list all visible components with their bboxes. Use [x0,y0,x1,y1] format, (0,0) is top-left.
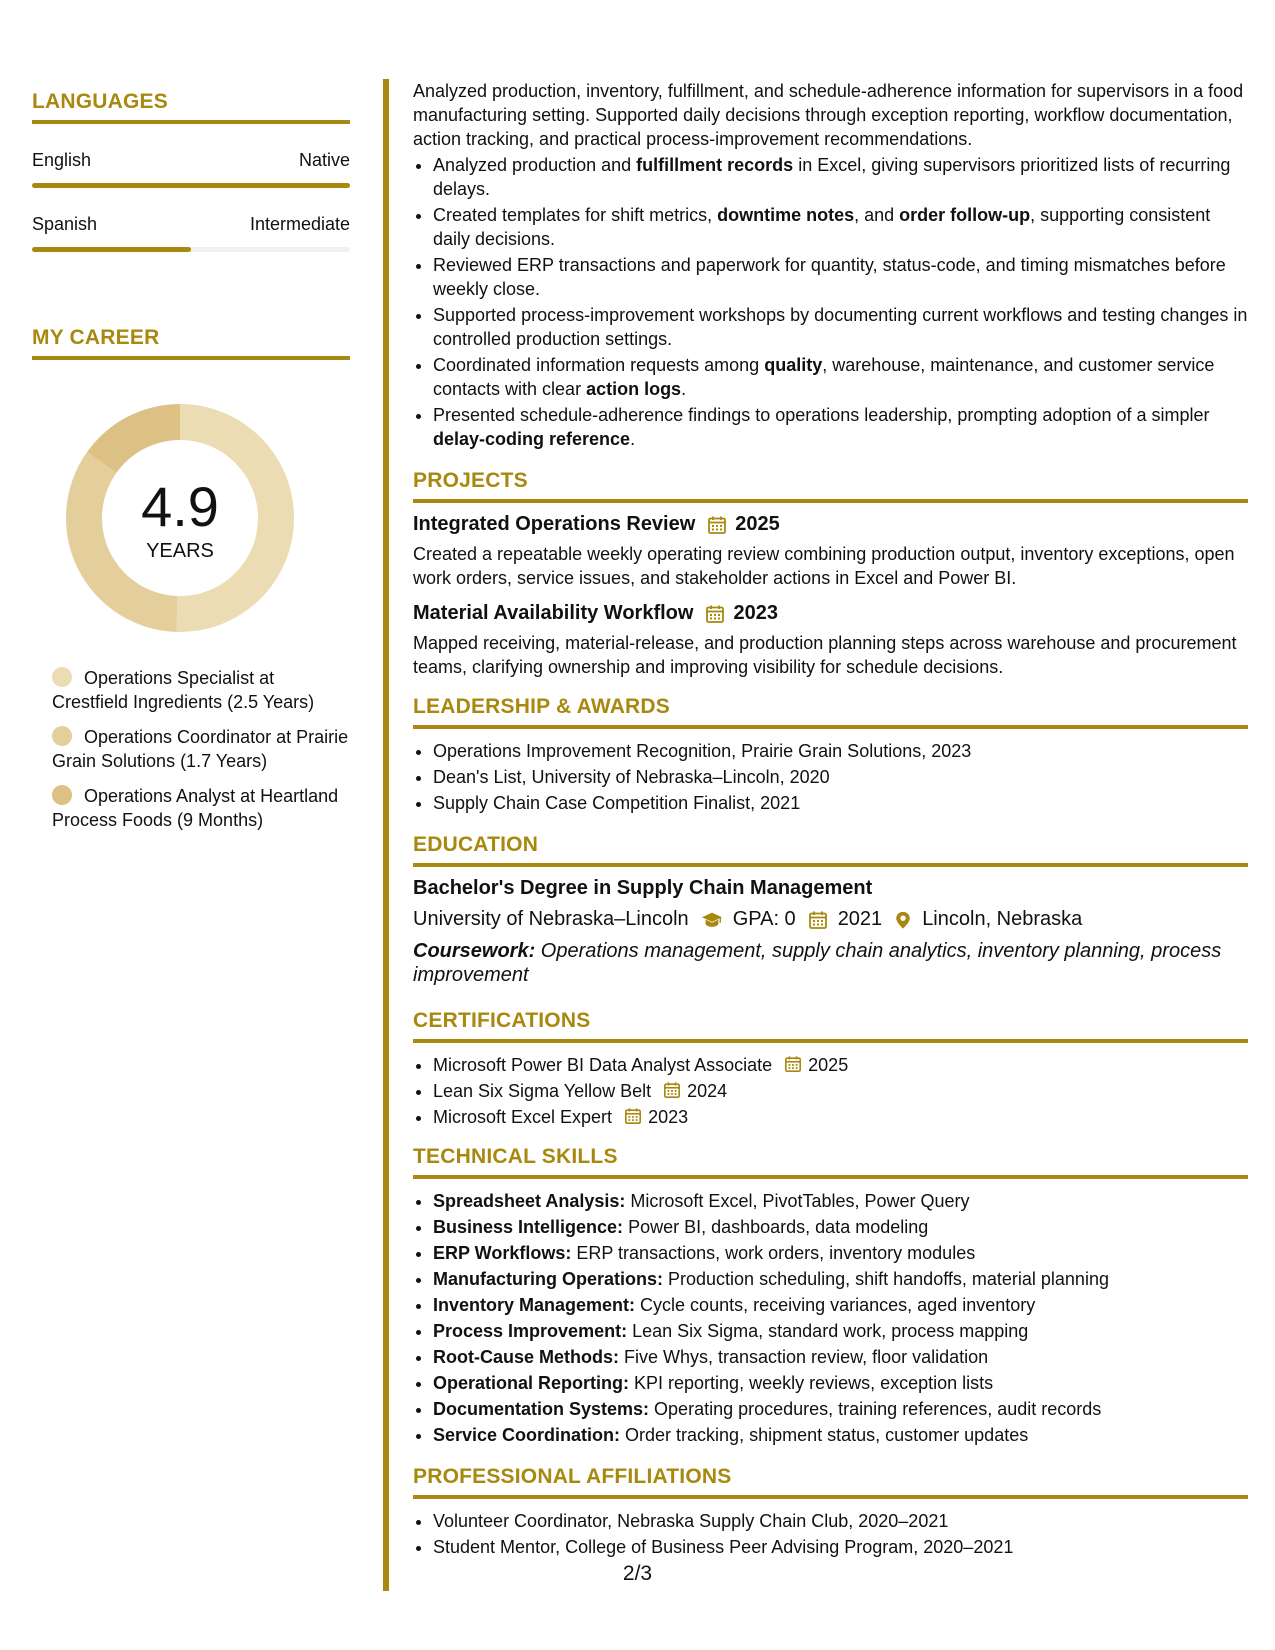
list-item [433,1215,1248,1239]
skill-label: ERP Workflows: [433,1243,572,1263]
list-item [433,1105,1248,1129]
list-item [433,1189,1248,1213]
list-item [433,1319,1248,1343]
career-label: Operations Specialist at Crestfield Ingredients (2.5 Years) [52,668,315,712]
project-title [413,602,1248,625]
text: in Excel, giving supervisors prioritized lists of recurring delays. [433,155,1231,199]
skill-label: Spreadsheet Analysis: [433,1191,626,1211]
list-item [433,1293,1248,1317]
project-year: 2023 [733,602,778,624]
list-item: • Volunteer Coordinator, Nebraska Supply Chain Club, 2020–2021 [433,1509,1248,1533]
language-level: Native [298,150,350,170]
career-legend [32,666,350,832]
languages-heading: LANGUAGES [32,90,350,124]
coursework [413,939,1248,987]
language-bar [32,183,350,188]
school-location: Lincoln, Nebraska [922,908,1083,930]
calendar-icon [784,1055,802,1073]
list-item [433,1345,1248,1369]
column-divider [383,79,389,1591]
page-number: 2/3 [622,1562,653,1585]
text: , warehouse, maintenance, and customer service contacts with clear [433,355,1215,399]
projects-section [413,469,1248,679]
list-item [433,203,1248,251]
skills-section [413,1145,1248,1447]
list-item [433,1241,1248,1265]
list-item: • Supply Chain Case Competition Finalist, 2021 [433,791,1248,815]
skill-value: Order tracking, shipment status, customer updates [620,1425,1029,1445]
skill-label: Operational Reporting: [433,1373,630,1393]
list-item [433,1371,1248,1395]
text: . [630,429,636,449]
language-name: Spanish [32,214,98,234]
career-donut-chart [66,404,294,632]
affiliations-heading: PROFESSIONAL AFFILIATIONS [413,1465,1248,1499]
project-description: Created a repeatable weekly operating review combining production output, inventory exceptions, open work orders, service issues, and stakeholder actions in Excel and Power BI. [413,544,1235,588]
education-section [413,833,1248,987]
bold-text: quality [764,355,823,375]
language-level: Intermediate [249,214,350,234]
education-heading: EDUCATION [413,833,1248,867]
calendar-icon [705,604,725,624]
leadership-list [413,739,1248,815]
list-item [433,1079,1248,1103]
leadership-heading: LEADERSHIP & AWARDS [413,695,1248,729]
list-item [433,1423,1248,1447]
certifications-heading: CERTIFICATIONS [413,1009,1248,1043]
list-item: • Supported process-improvement workshops by documenting current workflows and testing changes in controlled production settings. [433,303,1248,351]
list-item [433,1397,1248,1421]
list-item [433,403,1248,451]
skill-value: Microsoft Excel, PivotTables, Power Query [625,1191,970,1211]
text: Presented schedule-adherence findings to operations leadership, prompting adoption of a simpler [433,405,1210,425]
certifications-section [413,1009,1248,1129]
skill-value: ERP transactions, work orders, inventory modules [571,1243,976,1263]
bold-text: delay-coding reference [433,429,631,449]
career-heading: MY CAREER [32,326,350,360]
skill-label: Business Intelligence: [433,1217,624,1237]
cert-year: 2024 [687,1081,728,1101]
left-column [32,90,350,843]
leadership-section [413,695,1248,815]
project-name: Material Availability Workflow [413,602,694,624]
skills-list [413,1189,1248,1447]
graduation-cap-icon [701,910,723,930]
skill-value: Production scheduling, shift handoffs, material planning [663,1269,1109,1289]
map-pin-icon [894,910,912,930]
language-bar-fill [32,247,191,252]
list-item: • Reviewed ERP transactions and paperwork for quantity, status-code, and timing mismatches before weekly close. [433,253,1248,301]
career-total: 4.9 [141,475,219,538]
affiliations-list [413,1509,1248,1559]
bold-text: fulfillment records [636,155,794,175]
list-item [433,353,1248,401]
language-spanish [32,214,350,252]
text: Coordinated information requests among [433,355,765,375]
calendar-icon [707,515,727,535]
legend-dot [52,726,72,746]
calendar-icon [808,910,828,930]
career-unit: YEARS [146,540,214,562]
experience-summary: Analyzed production, inventory, fulfillment, and schedule-adherence information for supervisors in a food manufacturing setting. Supported daily decisions through exception reporting, workflow documentation, action tracking, and practical process-improvement recommendations. [413,81,1244,149]
skill-label: Manufacturing Operations: [433,1269,664,1289]
list-item [433,1267,1248,1291]
project-title [413,513,1248,536]
bold-text: downtime notes [717,205,855,225]
list-item [433,153,1248,201]
right-column [413,79,1248,1559]
list-item: • Operations Improvement Recognition, Prairie Grain Solutions, 2023 [433,739,1248,763]
skill-value: Lean Six Sigma, standard work, process mapping [627,1321,1029,1341]
graduation-year: 2021 [837,908,883,930]
career-item [52,666,350,714]
certifications-list [413,1053,1248,1129]
text: Created templates for shift metrics, [433,205,718,225]
cert-name: Microsoft Excel Expert [433,1107,613,1127]
list-item: • Dean's List, University of Nebraska–Lincoln, 2020 [433,765,1248,789]
text: . [681,379,687,399]
skill-label: Root-Cause Methods: [433,1347,619,1367]
gpa: GPA: 0 [732,908,796,930]
career-item [52,784,350,832]
skill-value: Operating procedures, training references, audit records [649,1399,1102,1419]
language-bar [32,247,350,252]
project-name: Integrated Operations Review [413,513,696,535]
career-item [52,725,350,773]
projects-heading: PROJECTS [413,469,1248,503]
text: Analyzed production and [433,155,637,175]
skill-value: Cycle counts, receiving variances, aged inventory [635,1295,1036,1315]
coursework-text: Operations management, supply chain analytics, inventory planning, process improvement [413,940,1222,986]
text: , and [854,205,900,225]
affiliations-section [413,1465,1248,1559]
language-name: English [32,150,92,170]
text: , supporting consistent daily decisions. [433,205,1211,249]
calendar-icon [663,1081,681,1099]
language-bar-fill [32,183,350,188]
school-name: University of Nebraska–Lincoln [413,908,689,930]
cert-year: 2025 [808,1055,849,1075]
cert-name: Lean Six Sigma Yellow Belt [433,1081,652,1101]
skill-label: Inventory Management: [433,1295,636,1315]
bold-text: order follow-up [899,205,1031,225]
skill-label: Process Improvement: [433,1321,628,1341]
list-item: • Student Mentor, College of Business Peer Advising Program, 2020–2021 [433,1535,1248,1559]
skill-value: Five Whys, transaction review, floor validation [619,1347,989,1367]
project-description: Mapped receiving, material-release, and production planning steps across warehouse and procurement teams, clarifying ownership and improving visibility for schedule decisions. [413,633,1237,677]
coursework-label: Coursework: [413,940,536,962]
calendar-icon [624,1107,642,1125]
skill-label: Documentation Systems: [433,1399,650,1419]
degree-title: Bachelor's Degree in Supply Chain Management [413,877,873,899]
career-label: Operations Coordinator at Prairie Grain Solutions (1.7 Years) [52,727,349,771]
legend-dot [52,785,72,805]
project-year: 2025 [735,513,780,535]
list-item [433,1053,1248,1077]
education-details [413,908,1248,931]
language-english [32,150,350,188]
bold-text: action logs [586,379,682,399]
cert-name: Microsoft Power BI Data Analyst Associate [433,1055,773,1075]
legend-dot [52,667,72,687]
skill-value: Power BI, dashboards, data modeling [623,1217,929,1237]
skill-label: Service Coordination: [433,1425,621,1445]
experience-bullets [413,153,1248,451]
skill-value: KPI reporting, weekly reviews, exception lists [629,1373,994,1393]
cert-year: 2023 [648,1107,689,1127]
career-label: Operations Analyst at Heartland Process Foods (9 Months) [52,786,339,830]
skills-heading: TECHNICAL SKILLS [413,1145,1248,1179]
